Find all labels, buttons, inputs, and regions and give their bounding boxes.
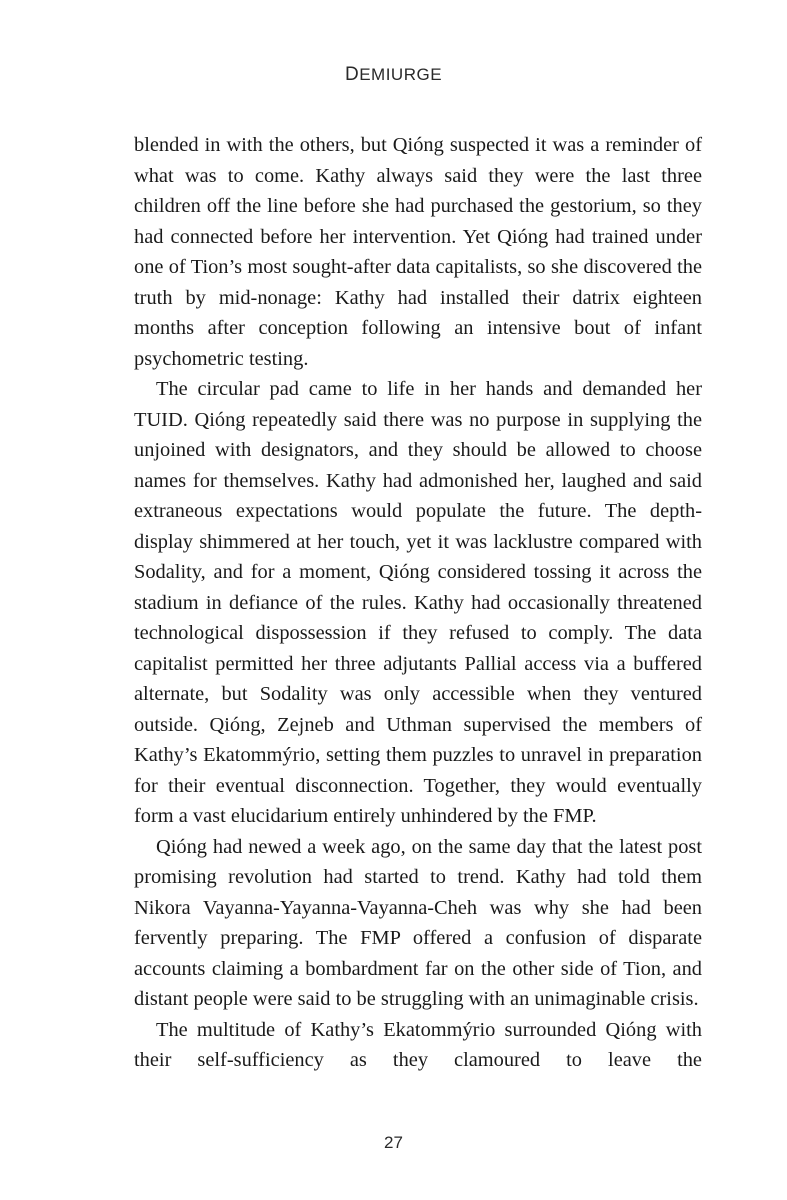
running-head-rest: EMIURGE [359,65,443,84]
running-head [0,64,787,86]
paragraph-3: Qióng had newed a week ago, on the same day that the latest post promising revolution had started to trend. Kathy had told them Nikora Vayanna-Yayanna-Vayanna-Cheh was why she had been fervently preparing. The FMP offered a confusion of disparate accounts claiming a bombardment far on the other side of Tion, and distant people were said to be struggling with an unimaginable crisis. [134,835,702,1010]
running-head-initial: D [344,64,360,85]
body-text [134,130,702,1076]
paragraph-1: blended in with the others, but Qióng suspected it was a reminder of what was to come. Kathy always said they were the last three children off the line before she had purchased the gestorium, so they had connected before her intervention. Yet Qióng had trained under one of Tion’s most sought-after data capitalists, so she discovered the truth by mid-nonage: Kathy had installed their datrix eighteen months after conception following an intensive bout of infant psychometric testing. [134,134,702,370]
paragraph-2: The circular pad came to life in her hands and demanded her TUID. Qióng repeatedly said there was no purpose in supplying the unjoined with designators, and they should be allowed to choose names for themselves. Kathy had admonished her, laughed and said extraneous expectations would populate the future. The depth-display shimmered at her touch, yet it was lacklustre compared with Sodality, and for a moment, Qióng considered tossing it across the stadium in defiance of the rules. Kathy had occasionally threatened technological dispossession if they refused to comply. The data capitalist permitted her three adjutants Pallial access via a buffered alternate, but Sodality was only accessible when they ventured outside. Qióng, Zejneb and Uthman supervised the members of Kathy’s Ekatommýrio, setting them puzzles to unravel in preparation for their eventual disconnection. Together, they would eventually form a vast elucidarium entirely unhindered by the FMP. [134,378,702,827]
paragraph-4: The multitude of Kathy’s Ekatommýrio surrounded Qióng with their self-sufficiency as they clamoured to leave the [134,1018,702,1071]
page-number: 27 [384,1133,403,1152]
